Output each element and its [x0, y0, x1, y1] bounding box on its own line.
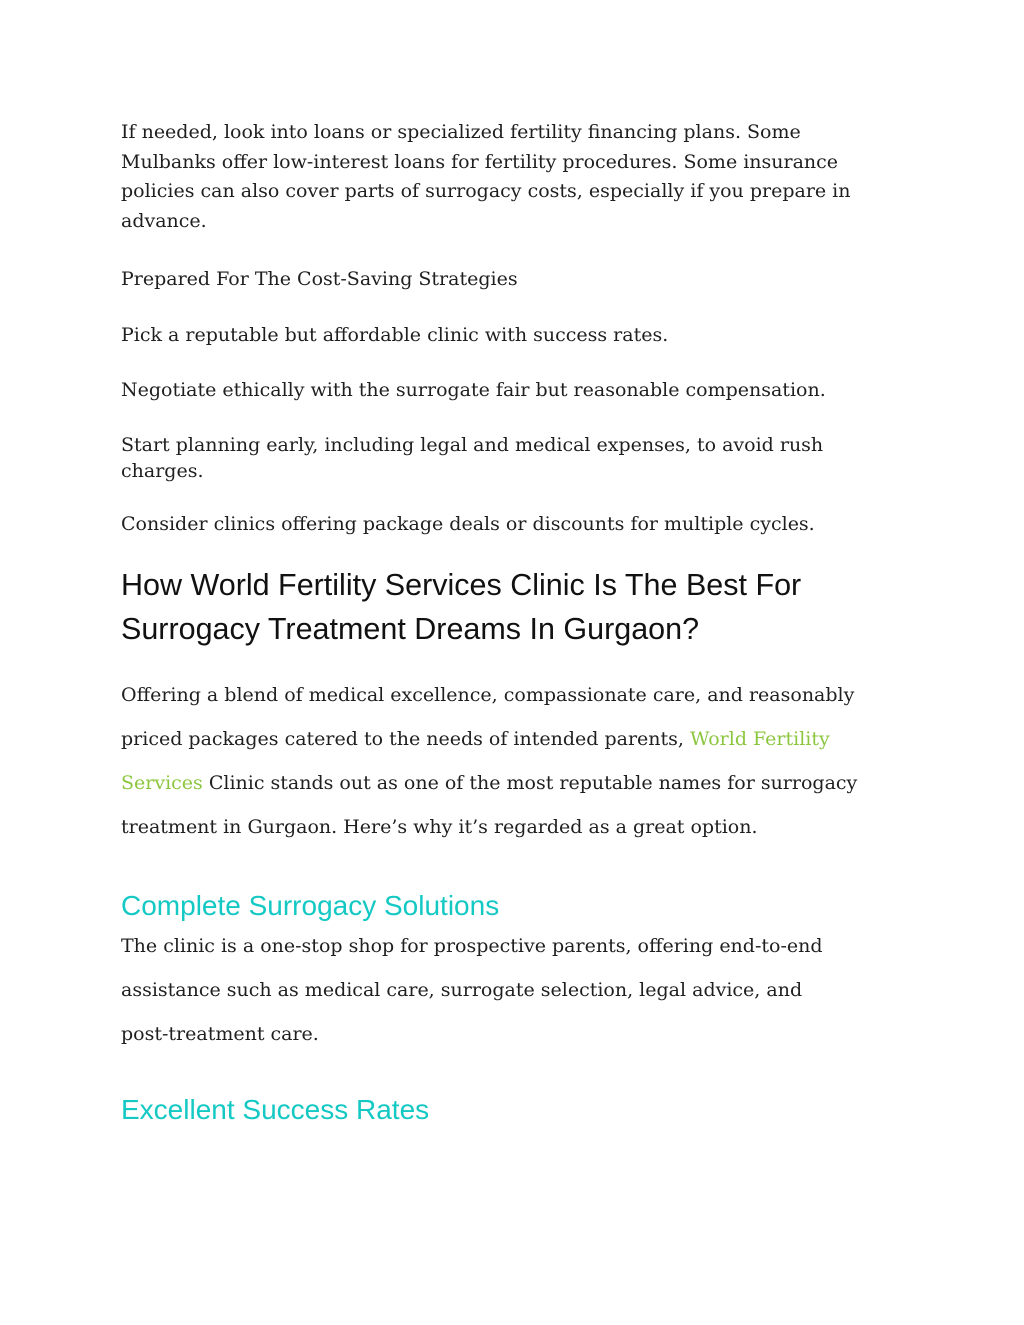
financing-paragraph: If needed, look into loans or specialized fertility financing plans. Some Mulbanks offer low-interest loans for fertility procedures. Some insurance policies can also cover parts of surrogacy costs, especially if you prepare in advance.	[121, 121, 851, 232]
clinic-paragraph-text: Clinic stands out as one of the most reputable names for surrogacy treatment in Gurgaon. Here’s why it’s regarded as a great option.	[121, 772, 858, 838]
complete-solutions-heading: Complete Surrogacy Solutions	[121, 890, 500, 921]
strategy-item: Negotiate ethically with the surrogate fair but reasonable compensation.	[121, 379, 826, 401]
page-heading: How World Fertility Services Clinic Is The Best For Surrogacy Treatment Dreams In Gurgaon?	[121, 568, 802, 646]
document-page	[121, 118, 881, 1128]
world-fertility-link[interactable]: World Fertility Services	[121, 728, 830, 794]
clinic-paragraph	[121, 673, 876, 849]
strategies-title: Prepared For The Cost-Saving Strategies	[121, 268, 518, 290]
success-rates-heading: Excellent Success Rates	[121, 1094, 430, 1125]
clinic-paragraph-text: Offering a blend of medical excellence, compassionate care, and reasonably priced packages catered to the needs of intended parents,	[121, 684, 855, 750]
strategy-item: Start planning early, including legal and medical expenses, to avoid rush charges.	[121, 433, 824, 482]
complete-solutions-body: The clinic is a one-stop shop for prospective parents, offering end-to-end assistance such as medical care, surrogate selection, legal advice, and post-treatment care.	[121, 935, 823, 1045]
strategy-item: Consider clinics offering package deals or discounts for multiple cycles.	[121, 512, 815, 535]
strategy-item: Pick a reputable but affordable clinic with success rates.	[121, 323, 669, 346]
